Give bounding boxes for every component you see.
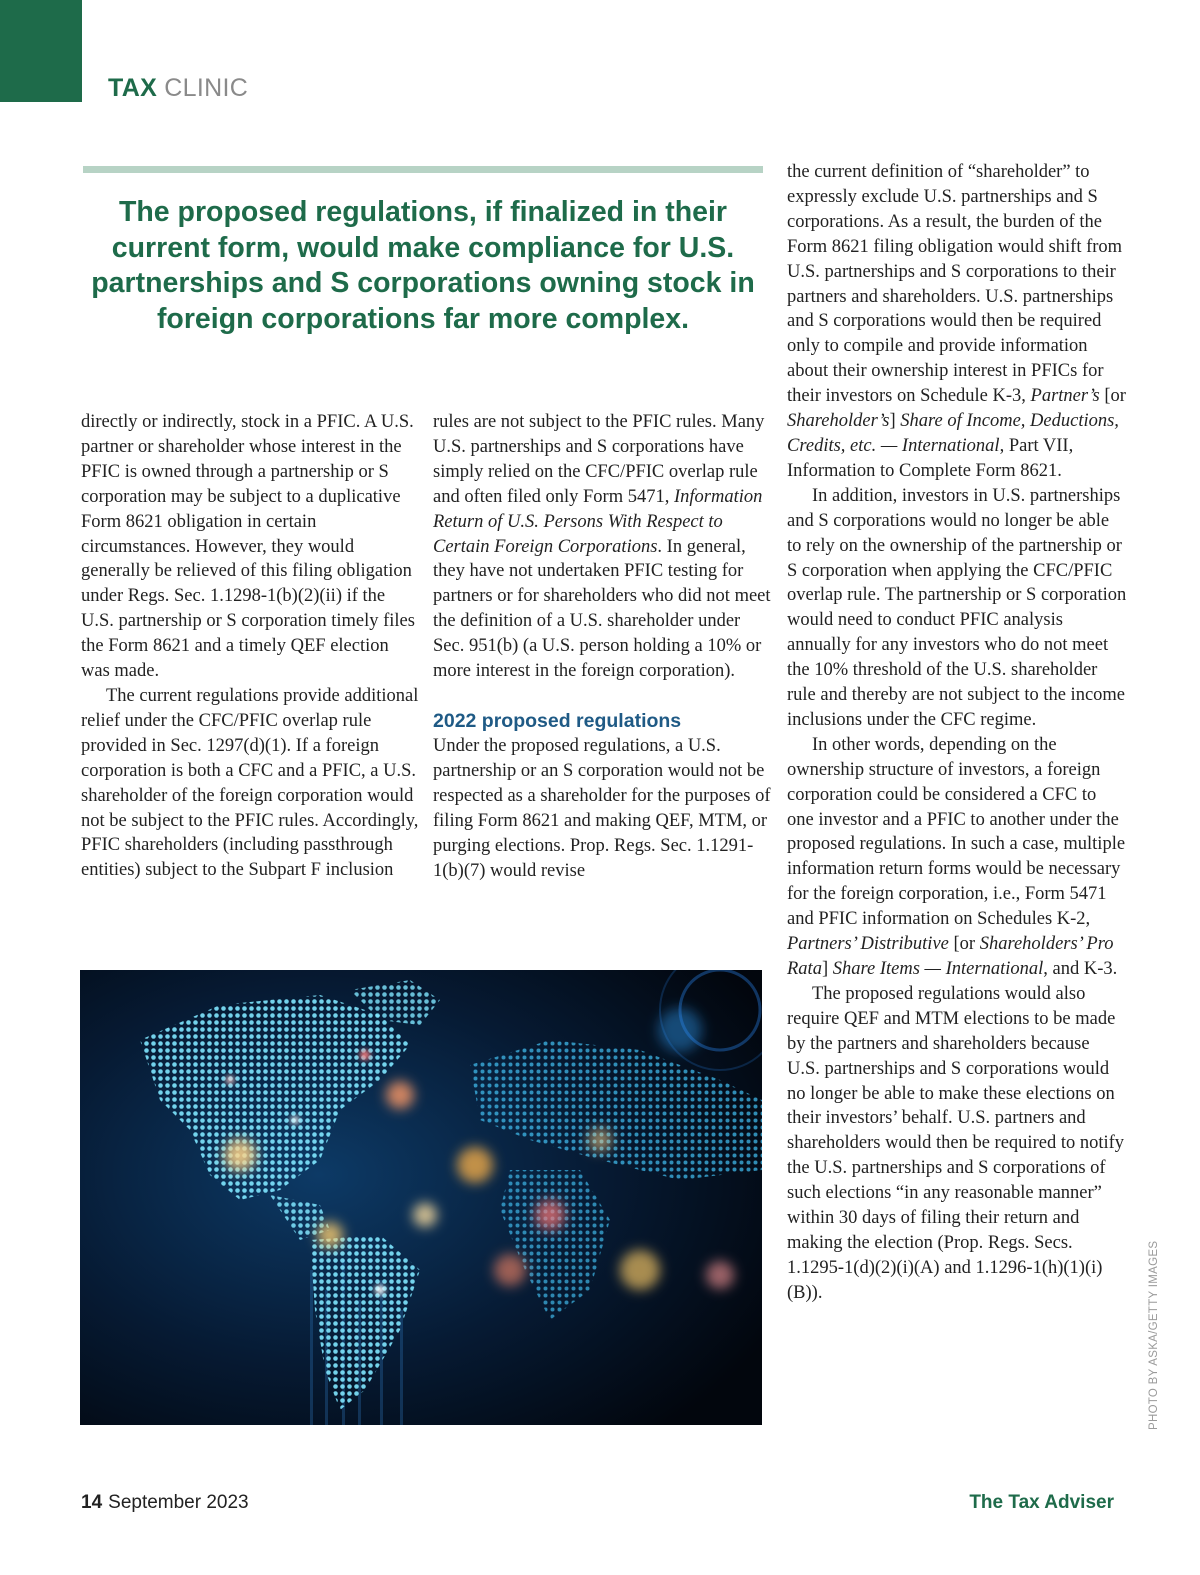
col3-p3-italic-1: Partners’ Distributive <box>787 934 949 955</box>
page-number: 14 <box>81 1492 103 1513</box>
column-2 <box>433 410 773 883</box>
photo-credit: PHOTO BY ASKA/GETTY IMAGES <box>1148 1240 1160 1430</box>
col3-p3-bracket-2: ] <box>821 959 833 979</box>
col3-p1-italic-3: Share of Income, Deductions, Credits, etc. — International <box>787 411 1119 456</box>
issue-date: September 2023 <box>108 1492 249 1513</box>
col3-p1-italic-1: Partner’s <box>1030 386 1100 407</box>
col3-p3-bracket-1: [or <box>948 934 980 955</box>
digital-world-map-image <box>80 970 762 1425</box>
col2-paragraph-2: Under the proposed regulations, a U.S. partnership or an S corporation would not be respected as a shareholder for the purposes of filing Form 8621 and making QEF, MTM, or purging elections. Prop. Regs. Sec. 1.1291-1(b)(7) would revise <box>433 735 771 881</box>
col3-p3-text-a: In other words, depending on the ownership structure of investors, a foreign corporation could be considered a CFC to one investor and a PFIC to another under the proposed regulations. In such a case, multiple information return forms would be necessary for the foreign corporation, i.e., Form 5471 and PFIC information on Schedules K-2, <box>787 734 1126 930</box>
world-map-photo <box>80 970 762 1425</box>
footer-folio <box>81 1492 249 1514</box>
col3-p3-italic-3: Share Items — International <box>832 959 1044 979</box>
col1-paragraph-1: directly or indirectly, stock in a PFIC. A U.S. partner or shareholder whose interest in the PFIC is owned through a partnership or S corporation may be subject to a duplicative Form 8621 obligation in certain circumstances. However, they would generally be relieved of this filing obligation under Regs. Sec. 1.1298-1(b)(2)(ii) if the U.S. partnership or S corporation timely files the Form 8621 and a timely QEF election was made. <box>81 412 415 682</box>
col3-p1-text-a: the current definition of “shareholder” to expressly exclude U.S. partnerships and S corporations. As a result, the burden of the Form 8621 filing obligation would shift from U.S. partnerships and S corporations to their partners and shareholders. U.S. partnerships and S corporations would then be required only to compile and provide information about their ownership interest in PFICs for their investors on Schedule K-3, <box>787 162 1123 407</box>
col3-paragraph-3 <box>787 733 1127 982</box>
section-title-light: CLINIC <box>164 74 249 102</box>
col3-p1-italic-2: Shareholder’s <box>787 411 890 432</box>
col3-paragraph-4: The proposed regulations would also require QEF and MTM elections to be made by the partners and shareholders because U.S. partnerships and S corporations would no longer be able to make these elections on their investors’ behalf. U.S. partners and shareholders would then be required to notify the U.S. partnerships and S corporations of such elections “in any reasonable manner” within 30 days of filing their return and making the election (Prop. Regs. Secs. 1.1295-1(d)(2)(i)(A) and 1.1296-1(h)(1)(i)(B)). <box>787 983 1125 1303</box>
col2-paragraph-1 <box>433 410 773 684</box>
col3-p1-text-c: , Part VII, Information to Complete Form 8621. <box>787 435 1074 481</box>
form-5471-title: Information Return of U.S. Persons With Respect to Certain Foreign Corporations <box>433 486 763 557</box>
col3-p3-italic-2: Shareholders’ Pro Rata <box>787 934 1114 979</box>
col3-paragraph-1 <box>787 160 1127 484</box>
section-title <box>108 74 248 103</box>
pull-quote-rule <box>83 166 763 173</box>
col3-p1-bracket-1: [or <box>1099 386 1126 407</box>
col3-p1-bracket-2: ] <box>889 411 901 432</box>
col3-p3-text-c: , and K-3. <box>1043 959 1118 979</box>
pull-quote: The proposed regulations, if finalized in their current form, would make compliance for U.S. partnerships and S corporations owning stock in foreign corporations far more complex. <box>91 196 755 335</box>
column-1 <box>81 410 421 883</box>
col1-paragraph-2: The current regulations provide additional relief under the CFC/PFIC overlap rule provided in Sec. 1297(d)(1). If a foreign corporation is both a CFC and a PFIC, a U.S. shareholder of the foreign corporation would not be subject to the PFIC rules. Accordingly, PFIC shareholders (including passthrough entities) subject to the Subpart F inclusion <box>81 685 419 881</box>
header-color-block <box>0 0 82 102</box>
col2-p1-text-a: rules are not subject to the PFIC rules. Many U.S. partnerships and S corporations have simply relied on the CFC/PFIC overlap rule and often filed only Form 5471, <box>433 412 765 507</box>
col2-p1-text-b: . In general, they have not undertaken PFIC testing for partners or for shareholders who did not meet the definition of a U.S. shareholder under Sec. 951(b) (a U.S. person holding a 10% or more interest in the foreign corporation). <box>433 536 771 682</box>
column-3 <box>787 160 1127 1306</box>
section-title-bold: TAX <box>108 74 158 102</box>
publication-name: The Tax Adviser <box>969 1492 1114 1513</box>
col3-paragraph-2: In addition, investors in U.S. partnerships and S corporations would no longer be able to rely on the ownership of the partnership or S corporation when applying the CFC/PFIC overlap rule. The partnership or S corporation would need to conduct PFIC analysis annually for any investors who do not meet the 10% threshold of the U.S. shareholder rule and thereby are not subject to the income inclusions under the CFC regime. <box>787 485 1127 730</box>
subheading-2022-proposed-regulations: 2022 proposed regulations <box>433 709 682 732</box>
